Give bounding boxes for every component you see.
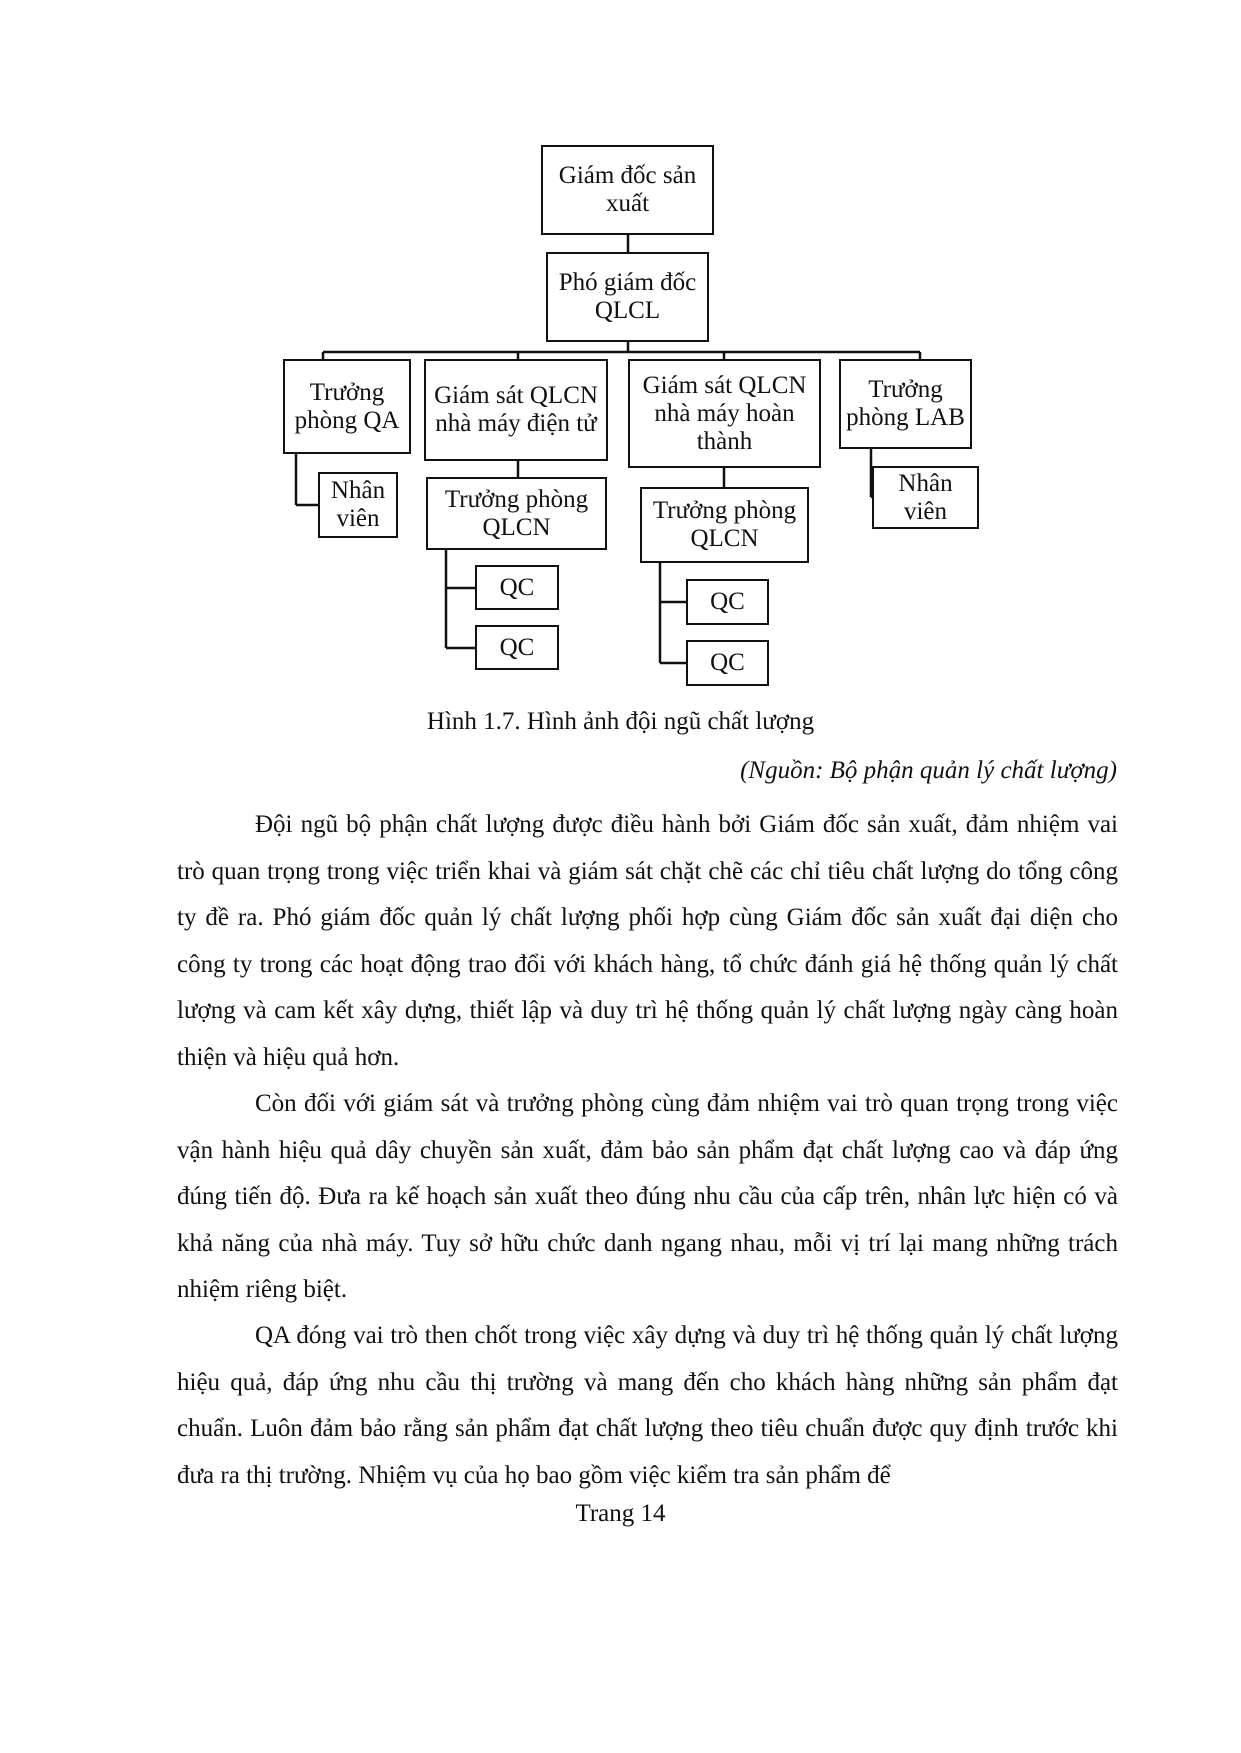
lab-staff-box: [872, 466, 979, 529]
fin-qc-1-box: [686, 579, 769, 625]
deputy-label: Phó giám đốc QLCL: [558, 269, 697, 324]
elec-qc-1-label: QC: [499, 573, 535, 601]
org-chart-connectors: [0, 0, 1241, 700]
qa-staff-box: [318, 472, 398, 538]
sup-finishing-label: Giám sát QLCN nhà máy hoàn thành: [642, 371, 807, 455]
elec-qc-2-box: [475, 625, 559, 670]
lab-head-label: Trưởng phòng LAB: [846, 376, 965, 431]
paragraph-3: QA đóng vai trò then chốt trong việc xây dựng và duy trì hệ thống quản lý chất lượng hiệu quả, đáp ứng nhu cầu thị trường và mang đến cho khách hàng những sản phẩm đạt chuẩn. Luôn đảm bảo rằng sản phẩm đạt chất lượng theo tiêu chuẩn được quy định trước khi đưa ra thị trường. Nhiệm vụ của họ bao gồm việc kiểm tra sản phẩm để: [177, 1322, 1118, 1489]
qa-head-label: Trưởng phòng QA: [294, 378, 400, 434]
fin-qc-2-box: [686, 640, 769, 686]
qa-staff-label: Nhân viên: [330, 477, 386, 532]
elec-qc-2-label: QC: [499, 633, 535, 661]
paragraph-1: Đội ngũ bộ phận chất lượng được điều hành bởi Giám đốc sản xuất, đảm nhiệm vai trò quan trọng trong việc triển khai và giám sát chặt chẽ các chỉ tiêu chất lượng do tổng công ty đề ra. Phó giám đốc quản lý chất lượng phối hợp cùng Giám đốc sản xuất đại diện cho công ty trong các hoạt động trao đổi với khách hàng, tổ chức đánh giá hệ thống quản lý chất lượng và cam kết xây dựng, thiết lập và duy trì hệ thống quản lý chất lượng ngày càng hoàn thiện và hiệu quả hơn.: [177, 811, 1118, 1071]
paragraph-2: Còn đối với giám sát và trưởng phòng cùng đảm nhiệm vai trò quan trọng trong việc vận hành hiệu quả dây chuyền sản xuất, đảm bảo sản phẩm đạt chất lượng cao và đáp ứng đúng tiến độ. Đưa ra kế hoạch sản xuất theo đúng nhu cầu của cấp trên, nhân lực hiện có và khả năng của nhà máy. Tuy sở hữu chức danh ngang nhau, mỗi vị trí lại mang những trách nhiệm riêng biệt.: [177, 1090, 1118, 1303]
fin-qlcn-head-box: [640, 487, 809, 563]
fin-qc-1-label: QC: [710, 588, 745, 615]
lab-staff-label: Nhân viên: [898, 469, 953, 525]
elec-qlcn-head-label: Trưởng phòng QLCN: [444, 485, 589, 541]
org-chart: [0, 0, 1241, 700]
lab-head-box: [839, 359, 972, 449]
director-label: Giám đốc sản xuất: [558, 162, 697, 217]
page-number: Trang 14: [575, 1500, 666, 1527]
sup-electronics-label: Giám sát QLCN nhà máy điện tử: [434, 382, 598, 437]
elec-qc-1-box: [475, 565, 559, 610]
deputy-box: [546, 252, 709, 342]
qa-head-box: [283, 359, 411, 454]
elec-qlcn-head-box: [426, 477, 607, 550]
figure-caption: Hình 1.7. Hình ảnh đội ngũ chất lượng: [426, 708, 815, 735]
director-box: [541, 145, 714, 235]
sup-finishing-box: [628, 359, 821, 468]
sup-electronics-box: [424, 359, 608, 461]
fin-qc-2-label: QC: [710, 649, 745, 676]
fin-qlcn-head-label: Trưởng phòng QLCN: [652, 497, 797, 552]
figure-source: (Nguồn: Bộ phận quản lý chất lượng): [740, 757, 1117, 784]
